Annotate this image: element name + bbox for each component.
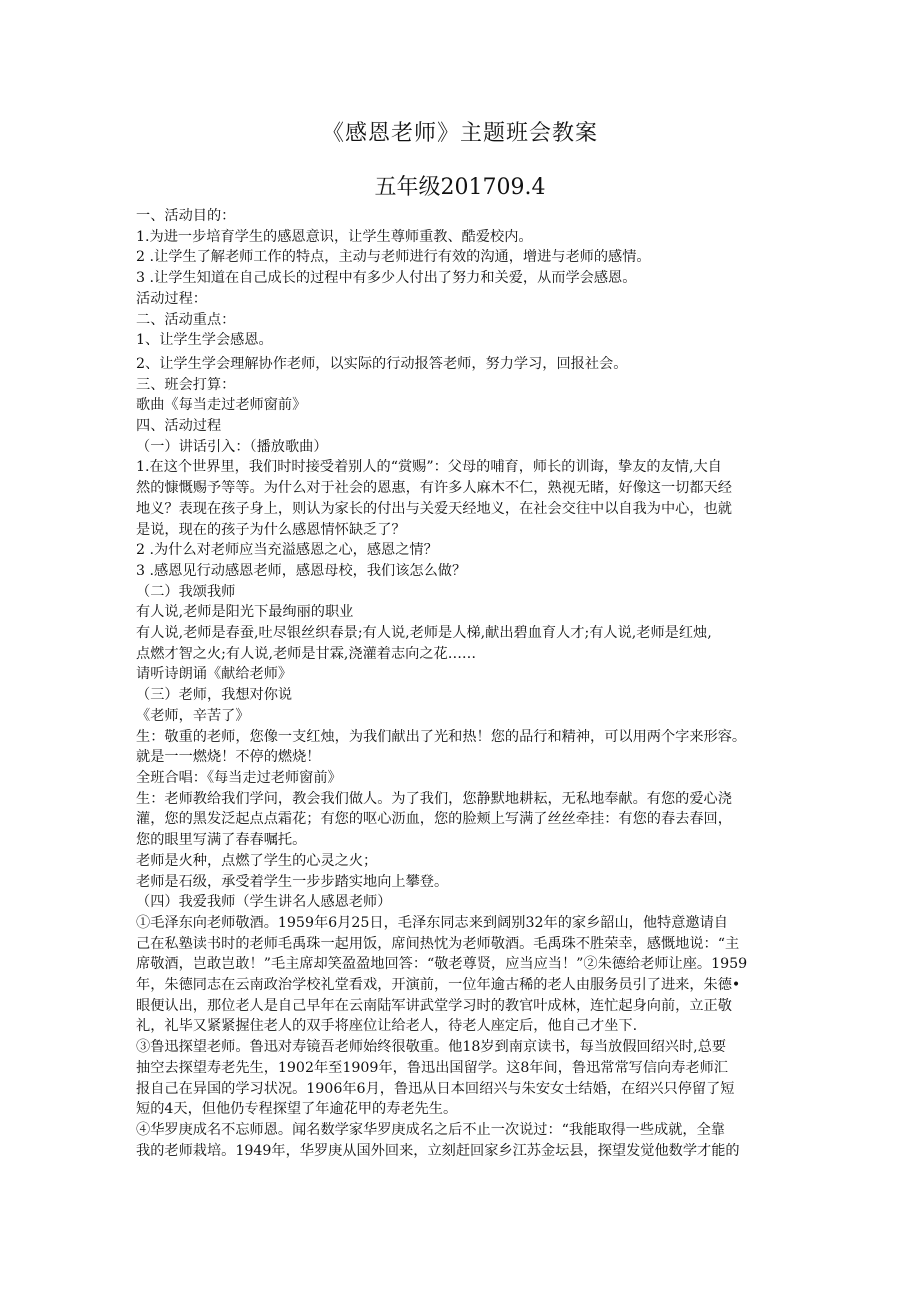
text-line: 生：老师教给我们学问，教会我们做人。为了我们，您静默地耕耘，无私地奉献。有您的爱心浇 (136, 790, 732, 807)
text-line: 点燃才智之火;有人说,老师是甘霖,浇灌着志向之花…… (136, 645, 477, 662)
document-body (136, 206, 796, 1161)
text-line: 1.为进一步培育学生的感恩意识，让学生尊师重教、酷爱校内。 (136, 228, 533, 245)
text-line: 我的老师栽培。1949年，华罗庚从国外回来，立刻赶回家乡江苏金坛县，探望发觉他数学才能的 (136, 1142, 740, 1159)
text-line: 有人说,老师是阳光下最绚丽的职业 (136, 604, 354, 621)
text-line: 歌曲《每当走过老师窗前》 (136, 397, 307, 414)
text-line: 生：敬重的老师，您像一支红烛，为我们献出了光和热！您的品行和精神，可以用两个字来形容。 (136, 728, 747, 745)
text-line: 灌，您的黑发泛起点点霜花；有您的呕心沥血，您的脸颊上写满了丝丝牵挂：有您的春去春回， (136, 811, 732, 828)
text-line: 二、活动重点： (136, 311, 236, 328)
text-line: 三、班会打算： (136, 376, 236, 393)
text-line: （一）讲话引入：（播放歌曲） (136, 438, 328, 455)
text-line: 老师是石级，承受着学生一步步踏实地向上攀登。 (136, 873, 449, 890)
text-line: 3 .感恩见行动感恩老师，感恩母校，我们该怎么做？ (136, 562, 467, 579)
document-subtitle: 五年级201709.4 (374, 175, 546, 200)
text-line: 1、让学生学会感恩。 (136, 332, 273, 349)
text-line: 地义？表现在孩子身上，则认为家长的付出与关爱天经地义，在社会交往中以自我为中心，也就 (136, 500, 732, 517)
text-line: 《老师，辛苦了》 (136, 707, 250, 724)
text-line: 2、让学生学会理解协作老师，以实际的行动报答老师，努力学习，回报社会。 (136, 355, 628, 372)
text-line: 就是一一燃烧！不停的燃烧！ (136, 749, 321, 766)
text-line: （四）我爱我师（学生讲名人感恩老师） (136, 894, 392, 911)
text-line: （二）我颂我师 (136, 583, 236, 600)
text-line: 四、活动过程 (136, 418, 222, 435)
text-line: 报自己在异国的学习状况。1906年6月，鲁迅从日本回绍兴与朱安女士结婚，在绍兴只停留了短 (136, 1080, 735, 1097)
text-line: 抽空去探望寿老先生，1902年至1909年，鲁迅出国留学。这8年间，鲁迅常常写信向寿老师汇 (136, 1059, 728, 1076)
text-line: 礼，礼毕又紧紧握住老人的双手将座位让给老人，待老人座定后，他自己才坐下. (136, 1018, 638, 1035)
text-line: 老师是火种，点燃了学生的心灵之火； (136, 852, 378, 869)
text-line: 2 .让学生了解老师工作的特点，主动与老师进行有效的沟通，增进与老师的感情。 (136, 249, 651, 266)
text-line: 请听诗朗诵《献给老师》 (136, 666, 293, 683)
text-line: ①毛泽东向老师敬酒。1959年6月25日，毛泽东同志来到阔别32年的家乡韶山，他特意邀请自 (136, 914, 728, 931)
text-line: 席敬酒，岂敢岂敢！”毛主席却笑盈盈地回答：“敬老尊贤，应当应当！”②朱德给老师让座。1959 (136, 956, 748, 973)
text-line: ③鲁迅探望老师。鲁迅对寿镜吾老师始终很敬重。他18岁到南京读书，每当放假回绍兴时,总要 (136, 1039, 727, 1056)
text-line: 活动过程： (136, 290, 207, 307)
text-line: 2 .为什么对老师应当充溢感恩之心，感恩之情？ (136, 542, 438, 559)
text-line: 有人说,老师是春蚕,吐尽银丝织春景;有人说,老师是人梯,献出碧血育人才;有人说,老师是红烛, (136, 625, 712, 642)
text-line: 己在私塾读书时的老师毛禹珠一起用饭，席间热忱为老师敬酒。毛禹珠不胜荣幸，感慨地说：“主 (136, 935, 740, 952)
text-line: 眼便认出，那位老人是自己早年在云南陆军讲武堂学习时的教官叶成林，连忙起身向前，立正敬 (136, 997, 732, 1014)
text-line: 3 .让学生知道在自己成长的过程中有多少人付出了努力和关爱，从而学会感恩。 (136, 270, 637, 287)
text-line: 是说，现在的孩子为什么感恩情怀缺乏了？ (136, 521, 406, 538)
text-line: 一、活动目的： (136, 208, 236, 224)
text-line: 然的慷慨赐予等等。为什么对于社会的恩惠，有许多人麻木不仁，熟视无睹，好像这一切都天经 (136, 480, 732, 497)
text-line: 您的眼里写满了春春嘱托。 (136, 832, 307, 849)
text-line: ④华罗庚成名不忘师恩。闻名数学家华罗庚成名之后不止一次说过：“我能取得一些成就，全靠 (136, 1121, 725, 1138)
text-line: （三）老师，我想对你说 (136, 687, 293, 704)
document-title: 《感恩老师》主题班会教案 (321, 121, 598, 146)
text-line: 全班合唱：《每当走过老师窗前》 (136, 769, 342, 786)
text-line: 短的4天，但他仍专程探望了年逾花甲的寿老先生。 (136, 1101, 458, 1118)
text-line: 年，朱德同志在云南政治学校礼堂看戏，开演前，一位年逾古稀的老人由服务员引了进来，朱德• (136, 977, 741, 994)
text-line: 1.在这个世界里，我们时时接受着别人的“赏赐”：父母的哺育，师长的训诲，挚友的友情,大自 (136, 459, 722, 476)
